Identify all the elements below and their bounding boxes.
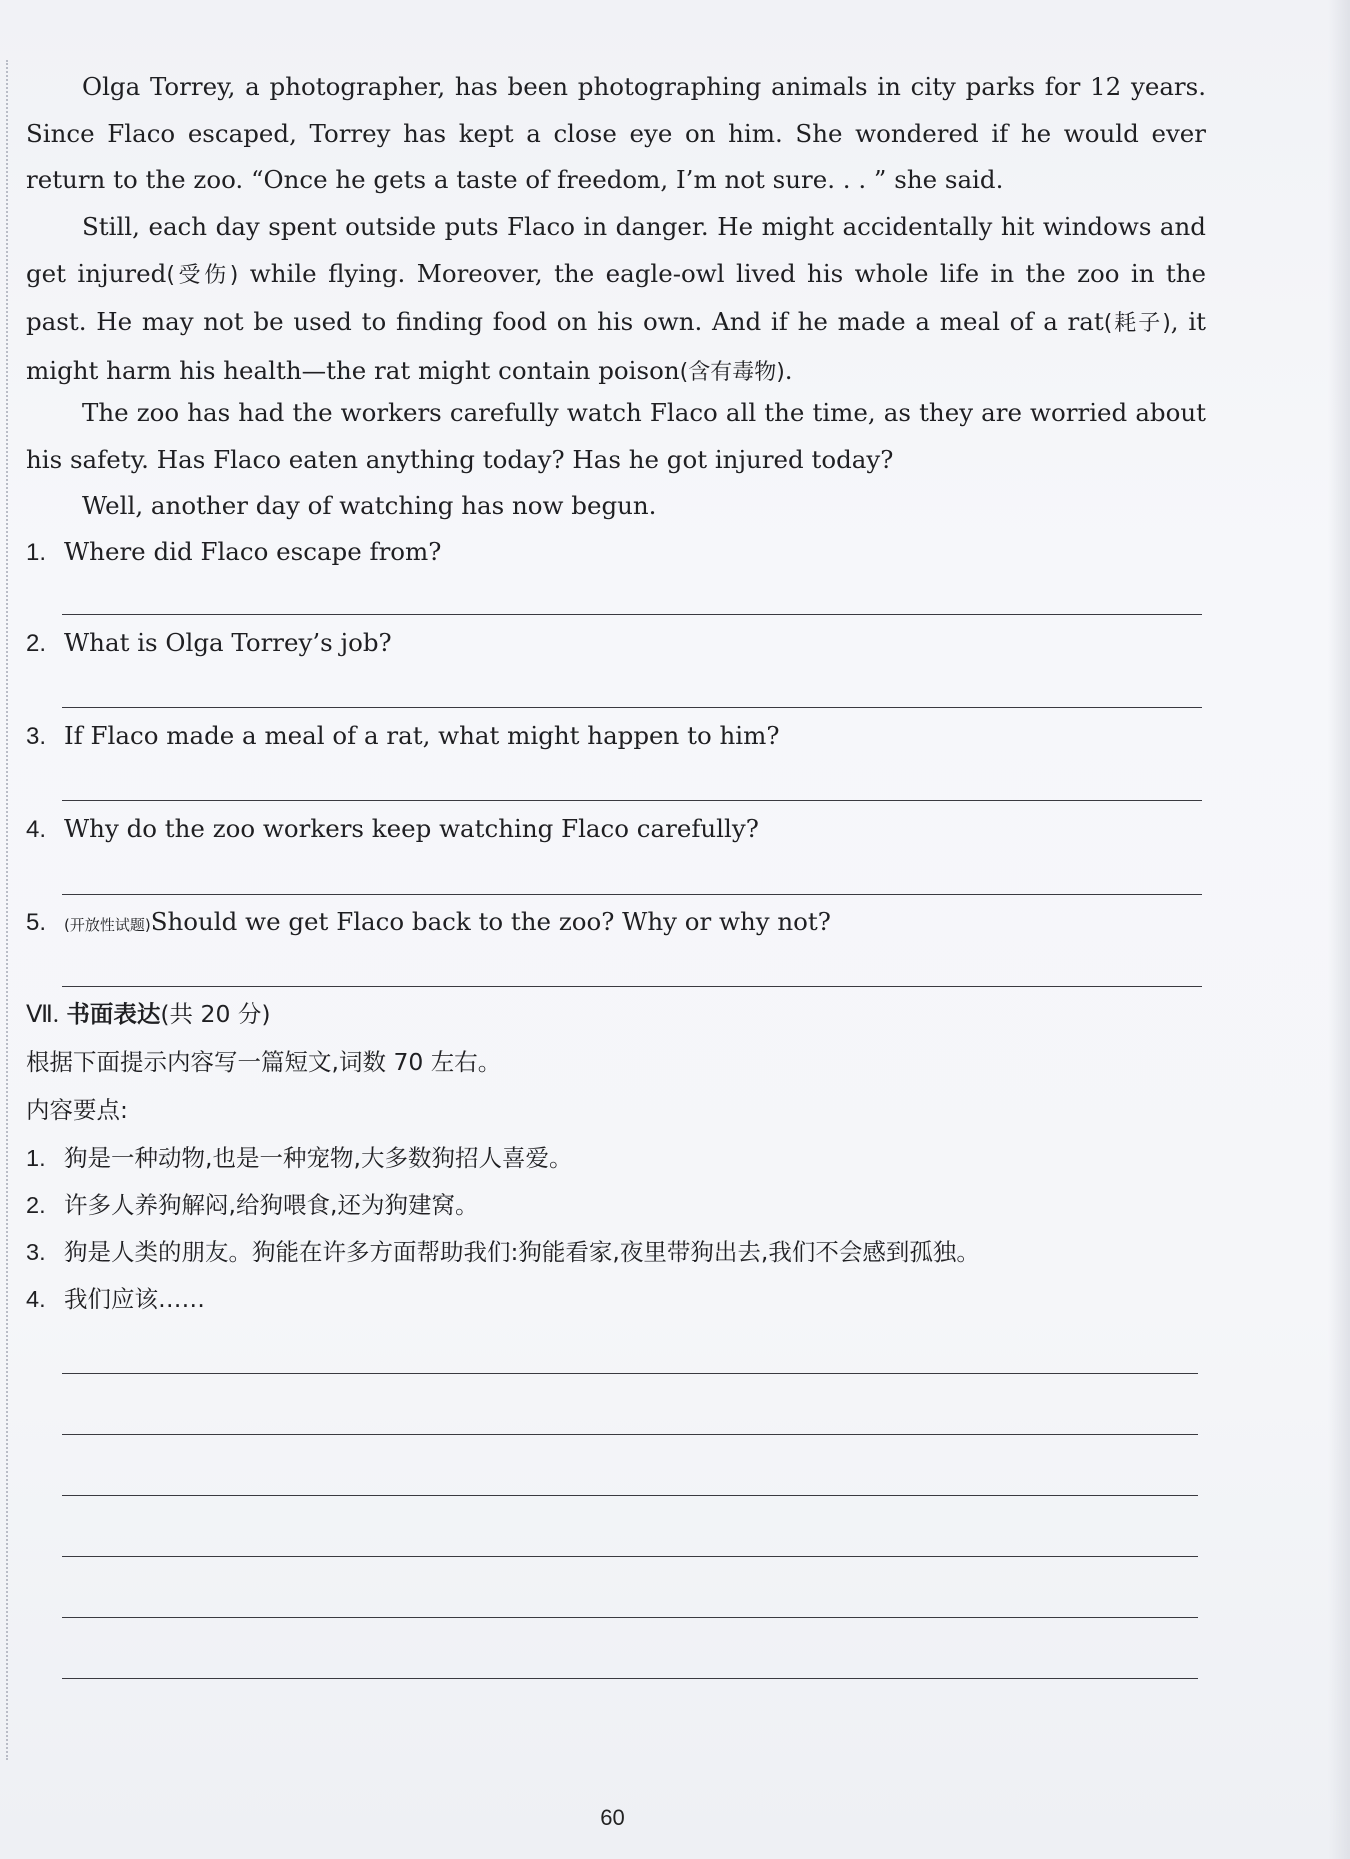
writing-line-4[interactable] bbox=[62, 1556, 1198, 1557]
answer-line-5[interactable] bbox=[62, 986, 1202, 987]
margin-dotted-rule bbox=[6, 60, 8, 1760]
answer-line-3[interactable] bbox=[62, 800, 1202, 801]
passage-paragraph-2: Still, each day spent outside puts Flaco in danger. He might accidentally hit windows and get injured(受伤) while flying. Moreover, the eagle-owl lived his whole life in the zoo in the past. He may not be used to finding food on his own. And if he made a meal of a rat(耗子), it might harm his health—the rat might contain poison(含有毒物). bbox=[26, 212, 1207, 385]
gloss-injured: (受伤) bbox=[166, 262, 239, 288]
question-5: 5. (开放性试题)Should we get Flaco back to the zoo? Why or why not? bbox=[26, 907, 831, 936]
question-4: 4. Why do the zoo workers keep watching Flaco carefully? bbox=[26, 814, 759, 843]
writing-instruction: 根据下面提示内容写一篇短文,词数 70 左右。 bbox=[26, 1048, 502, 1076]
section-heading-writing: Ⅶ. 书面表达(共 20 分) bbox=[26, 1000, 271, 1028]
question-3: 3. If Flaco made a meal of a rat, what might happen to him? bbox=[26, 721, 780, 750]
question-1: 1. Where did Flaco escape from? bbox=[26, 537, 442, 566]
passage-paragraph-1: Olga Torrey, a photographer, has been photographing animals in city parks for 12 years. Since Flaco escaped, Torrey has kept a close eye on him. She wondered if he would ever return to the zoo. “Once he gets a taste of freedom, I’m not sure. . . ” she said. bbox=[26, 72, 1206, 194]
passage-paragraph-4: Well, another day of watching has now begun. bbox=[82, 491, 657, 520]
page-number: 60 bbox=[600, 1805, 625, 1830]
answer-line-2[interactable] bbox=[62, 707, 1202, 708]
open-question-tag: (开放性试题) bbox=[64, 916, 151, 934]
gloss-rat: (耗子) bbox=[1103, 311, 1171, 336]
passage-paragraph-3: The zoo has had the workers carefully watch Flaco all the time, as they are worried about his safety. Has Flaco eaten anything today? Has he got injured today? bbox=[26, 398, 1206, 474]
answer-line-4[interactable] bbox=[62, 894, 1202, 895]
writing-line-2[interactable] bbox=[62, 1434, 1198, 1435]
writing-point-4: 4. 我们应该…… bbox=[26, 1285, 205, 1313]
answer-line-1[interactable] bbox=[62, 614, 1202, 615]
points-label: 内容要点: bbox=[26, 1096, 128, 1124]
writing-point-2: 2. 许多人养狗解闷,给狗喂食,还为狗建窝。 bbox=[26, 1191, 479, 1219]
writing-line-1[interactable] bbox=[62, 1373, 1198, 1374]
gloss-poison: (含有毒物) bbox=[679, 359, 785, 385]
writing-point-3: 3. 狗是人类的朋友。狗能在许多方面帮助我们:狗能看家,夜里带狗出去,我们不会感到孤独。 bbox=[26, 1238, 980, 1266]
writing-line-6[interactable] bbox=[62, 1678, 1198, 1679]
writing-point-1: 1. 狗是一种动物,也是一种宠物,大多数狗招人喜爱。 bbox=[26, 1144, 573, 1172]
question-2: 2. What is Olga Torrey’s job? bbox=[26, 628, 392, 657]
writing-line-3[interactable] bbox=[62, 1495, 1198, 1496]
writing-line-5[interactable] bbox=[62, 1617, 1198, 1618]
page-edge-shadow bbox=[1328, 0, 1350, 1859]
